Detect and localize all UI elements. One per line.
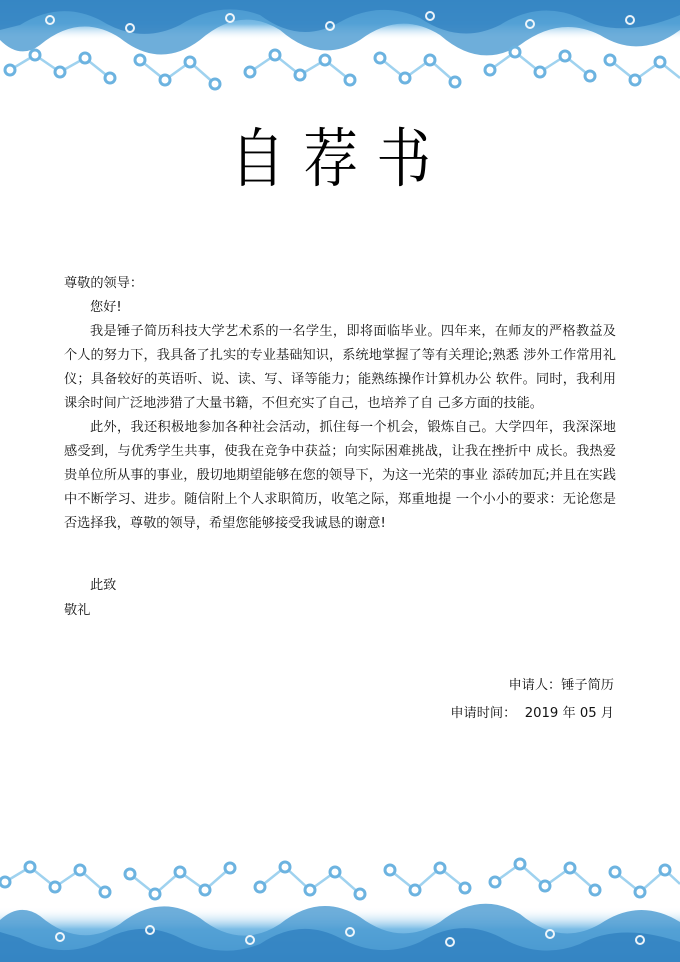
page-title: 自荐书 [230, 123, 450, 197]
closing-line-2: 敬礼 [64, 603, 91, 618]
salutation: 尊敬的领导： [64, 276, 144, 291]
applicant-name: 申请人：锤子简历 [508, 678, 614, 693]
greeting: 您好! [90, 300, 122, 315]
bottom-molecule-border [0, 852, 680, 962]
paragraph-2: 此外，我还积极地参加各种社会活动，抓住每一个机会，锻炼自己。大学四年，我深深地感受到，与优秀学生共事，使我在竞争中获益；向实际困难挑战，让我在挫折中 成长。我热爱贵单位所从事的事业，殷切地期望能够在您的领导下，为这一光荣的事业 添砖加瓦;并且在实践中不断学习、进步。随信附上个人求职简历，收笔之际，郑重地提 一个小小的要求：无论您是否选择我，尊敬的领导，希望您能够接受我诚恳的谢意! [64, 420, 616, 531]
signature-block [450, 672, 614, 728]
top-molecule-border [0, 0, 680, 95]
paragraph-1: 我是锤子简历科技大学艺术系的一名学生，即将面临毕业。四年来，在师友的严格教益及个人的努力下，我具备了扎实的专业基础知识，系统地掌握了等有关理论;熟悉 涉外工作常用礼仪；具备较好的英语听、说、读、写、译等能力；能熟练操作计算机办公 软件。同时，我利用课余时间广泛地涉猎了大量书籍，不但充实了自己，也培养了自 己多方面的技能。 [64, 324, 616, 411]
closing [64, 573, 116, 623]
molecule-pattern-top [0, 0, 680, 95]
molecule-pattern-bottom [0, 852, 680, 962]
closing-line-1: 此致 [90, 578, 117, 593]
application-date: 申请时间： 2019 年 05 月 [450, 706, 614, 721]
letter-body [64, 272, 616, 536]
